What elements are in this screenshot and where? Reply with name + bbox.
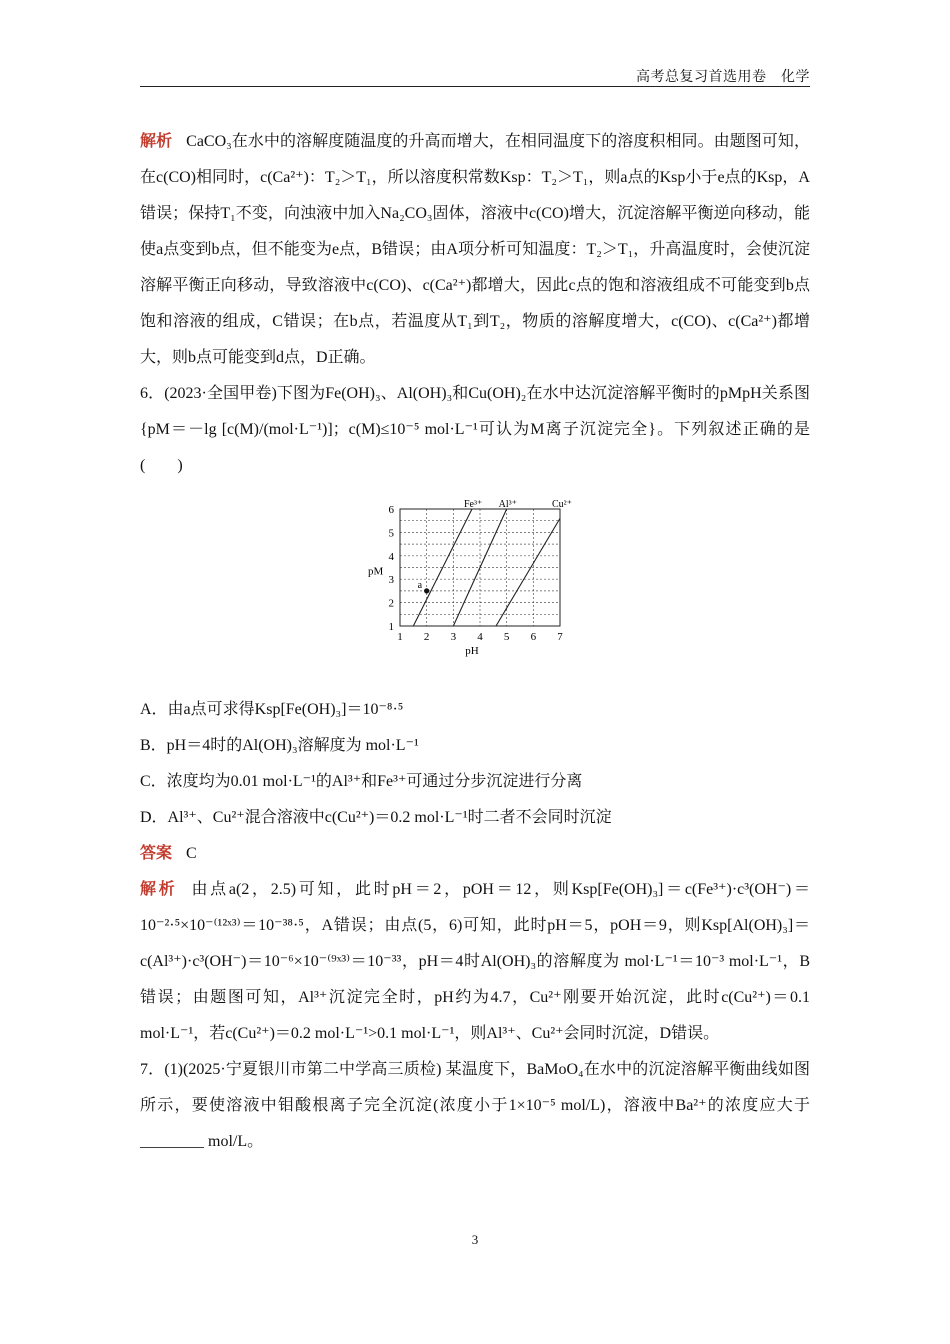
series-label: Cu²⁺ (552, 499, 572, 510)
explanation-5-text: CaCO₃在水中的溶解度随温度的升高而增大，在相同温度下的溶度积相同。由题图可知，在c(CO)相同时，c(Ca²⁺)：T₂＞T₁，所以溶度积常数Ksp：T₂＞T₁，则a点的Ksp小于e点的Ksp，A错误；保持T₁不变，向浊液中加入Na₂CO₃固体，溶液中c(CO)增大，沉淀溶解平衡逆向移动，能使a点变到b点，但不能变为e点，B错误；由A项分析可知温度：T₂＞T₁，升高温度时，会使沉淀溶解平衡正向移动，导致溶液中c(CO)、c(Ca²⁺)都增大，因此c点的饱和溶液组成不可能变到b点饱和溶液的组成，C错误；在b点，若温度从T₁到T₂，物质的溶解度增大，c(CO)、c(Ca²⁺)都增大，则b点可能变到d点，D正确。 (140, 133, 810, 366)
answer-6-value: C (186, 845, 197, 862)
y-tick-label: 5 (388, 527, 394, 540)
series-line (413, 509, 472, 626)
y-tick-label: 6 (388, 504, 394, 516)
y-axis-label: pM (368, 565, 384, 578)
x-tick-label: 2 (423, 631, 430, 643)
explanation-6-text: 由点a(2，2.5)可知，此时pH＝2，pOH＝12，则Ksp[Fe(OH)₃]＝c(Fe³⁺)·c³(OH⁻)＝10⁻²·⁵×10⁻⁽¹²ˣ³⁾＝10⁻³⁸·⁵，A错误；由点(5，6)可知，此时pH＝5，pOH＝9，则Ksp[Al(OH)₃]＝c(Al³⁺)·c³(OH⁻)＝10⁻⁶×10⁻⁽⁹ˣ³⁾＝10⁻³³，pH＝4时Al(OH)₃的溶解度为 mol·L⁻¹＝10⁻³ mol·L⁻¹，B错误；由题图可知，Al³⁺沉淀完全时，pH约为4.7，Cu²⁺刚要开始沉淀，此时c(Cu²⁺)＝0.1 mol·L⁻¹，若c(Cu²⁺)＝0.2 mol·L⁻¹>0.1 mol·L⁻¹，则Al³⁺、Cu²⁺会同时沉淀，D错误。 (140, 881, 810, 1042)
x-tick-label: 7 (557, 631, 563, 643)
option-a: A．由a点可求得Ksp[Fe(OH)₃]＝10⁻⁸·⁵ (140, 701, 404, 718)
x-tick-label: 4 (477, 631, 483, 643)
explanation-label: 解析 (140, 133, 173, 150)
explanation-6 (140, 872, 810, 1052)
series-label: Al³⁺ (498, 499, 517, 510)
point-label: a (417, 579, 423, 591)
answer-label: 答案 (140, 845, 173, 862)
x-tick-label: 1 (397, 631, 403, 643)
question-7-stem: 7．(1)(2025·宁夏银川市第二中学高三质检) 某温度下，BaMoO₄在水中的沉淀溶解平衡曲线如图所示，要使溶液中钼酸根离子完全沉淀(浓度小于1×10⁻⁵ mol/L)，溶液中Ba²⁺的浓度应大于________ mol/L。 (140, 1061, 810, 1150)
header-title: 高考总复习首选用卷 化学 (636, 70, 810, 85)
option-b: B．pH＝4时的Al(OH)₃溶解度为 mol·L⁻¹ (140, 737, 419, 754)
question-6-stem: 6．(2023·全国甲卷)下图为Fe(OH)₃、Al(OH)₃和Cu(OH)₂在水中达沉淀溶解平衡时的pMpH关系图{pM＝－lg [c(M)/(mol·L⁻¹)]；c(M)≤10⁻⁵ mol·L⁻¹可认为M离子沉淀完全}。下列叙述正确的是( ) (140, 385, 810, 474)
pm-ph-chart (362, 494, 592, 674)
data-point (424, 588, 429, 593)
series-label: Fe³⁺ (464, 499, 483, 510)
y-tick-label: 4 (388, 550, 394, 563)
page-header (140, 64, 810, 87)
page-content (140, 124, 810, 1160)
page-number: 3 (471, 1232, 479, 1247)
explanation-5 (140, 124, 810, 376)
answer-6 (140, 836, 810, 872)
x-tick-label: 3 (450, 631, 457, 643)
x-axis-label: pH (465, 645, 479, 657)
y-tick-label: 2 (388, 597, 394, 610)
x-tick-label: 6 (530, 631, 537, 643)
option-d: D．Al³⁺、Cu²⁺混合溶液中c(Cu²⁺)＝0.2 mol·L⁻¹时二者不会同时沉淀 (140, 809, 612, 826)
figure-pm-ph (140, 494, 810, 674)
series-line (496, 518, 560, 626)
option-c: C．浓度均为0.01 mol·L⁻¹的Al³⁺和Fe³⁺可通过分步沉淀进行分离 (140, 773, 583, 790)
y-tick-label: 1 (388, 621, 394, 633)
y-tick-label: 3 (388, 574, 394, 587)
explanation-6-label: 解析 (140, 881, 178, 898)
x-tick-label: 5 (503, 631, 510, 643)
